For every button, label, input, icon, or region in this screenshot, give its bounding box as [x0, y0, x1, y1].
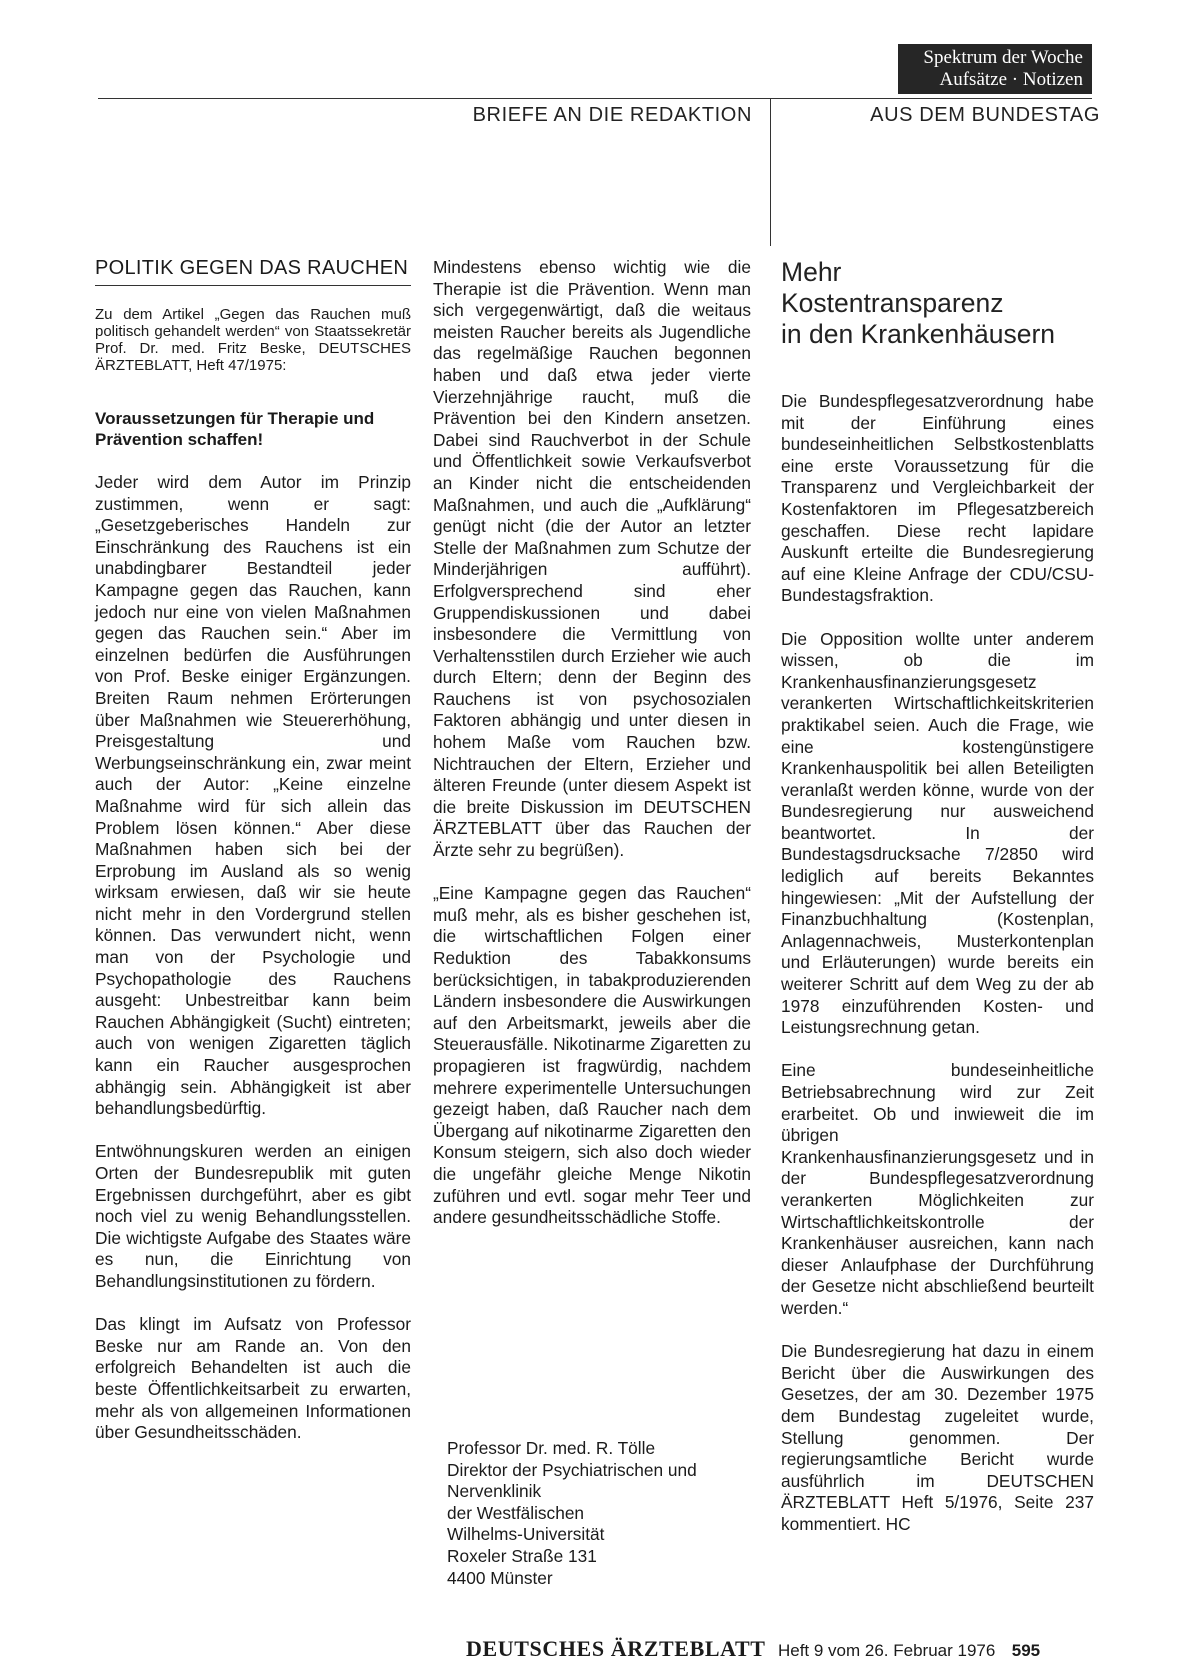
badge-line-2: Aufsätze · Notizen — [939, 69, 1083, 90]
headline-line: in den Krankenhäusern — [781, 319, 1056, 349]
letter-intro: Zu dem Artikel „Gegen das Rauchen muß politisch gehandelt werden“ von Staatssekretär Prof. Dr. med. Fritz Beske, DEUTSCHES ÄRZTEBLATT, Heft 47/1975: — [95, 306, 411, 374]
headline-line: Kostentransparenz — [781, 288, 1004, 318]
letter-paragraph: Entwöhnungskuren werden an einigen Orten der Bundesrepublik mit guten Ergebnissen durchgeführt, aber es gibt noch viel zu wenig Behandlungsstellen. Die wichtigste Aufgabe des Staates wäre es nun, die Einrichtung von Behandlungsinstitutionen zu fördern. — [95, 1141, 411, 1291]
letter-paragraph: Das klingt im Aufsatz von Professor Beske nur am Rande an. Von den erfolgreich Behandelten ist auch die beste Öffentlichkeitsarbeit zu erwarten, mehr als von allgemeinen Informationen über Gesundheitsschäden. — [95, 1314, 411, 1443]
letter-paragraph: Mindestens ebenso wichtig wie die Therapie ist die Prävention. Wenn man sich vergegenwärtigt, daß die weitaus meisten Raucher bereits als Jugendliche das regelmäßige Rauchen begonnen haben und daß etwa jeder vierte Vierzehnjährige raucht, muß die Prävention bei den Kindern ansetzen. Dabei sind Rauchverbot in der Schule und Öffentlichkeit sowie Verkaufsverbot an Kinder nicht die entscheidenden Maßnahmen, und auch die „Aufklärung“ genügt nicht (die der Autor an letzter Stelle der Maßnahmen zum Schutze der Minderjährigen aufführt). Erfolgversprechend sind eher Gruppendiskussionen und dabei insbesondere die Vermittlung von Verhaltensstilen durch Erzieher wie auch durch Eltern; denn der Beginn des Rauchens ist von psychosozialen Faktoren abhängig und unter diesen in hohem Maße vom Rauchen bzw. Nichtrauchen der Eltern, Erzieher und älteren Freunde (unter diesem Aspekt ist die breite Diskussion im DEUTSCHEN ÄRZTEBLATT über das Rauchen der Ärzte sehr zu begrüßen). — [433, 257, 751, 861]
signature-line: Professor Dr. med. R. Tölle — [447, 1438, 656, 1458]
signature-line: Direktor der Psychiatrischen und — [447, 1459, 697, 1480]
top-rule — [98, 98, 1092, 99]
footer-masthead: DEUTSCHES ÄRZTEBLATT — [466, 1636, 766, 1661]
signature-line: 4400 Münster — [447, 1567, 553, 1588]
column-divider — [770, 98, 771, 246]
headline-line: Mehr — [781, 257, 842, 287]
bundestag-paragraph: Eine bundeseinheitliche Betriebsabrechnung wird zur Zeit erarbeitet. Ob und inwieweit die im übrigen Krankenhausfinanzierungsgesetz und in der Bundespflegesatzverordnung verankerten Möglichkeiten zur Wirtschaftlichkeitskontrolle der Krankenhäuser ausreichen, kann nach dieser Anlaufphase der Durchführung der Gesetze nicht abschließend beurteilt werden.“ — [781, 1060, 1094, 1318]
signature-line: der Westfälischen — [447, 1502, 585, 1523]
page-footer — [466, 1636, 1040, 1662]
signature-line: Roxeler Straße 131 — [447, 1545, 597, 1566]
bundestag-paragraph: Die Bundespflegesatzverordnung habe mit der Einführung eines bundeseinheitlichen Selbstkostenblatts eine erste Voraussetzung für die Transparenz und Vergleichbarkeit der Kostenfaktoren im Pflegesatzbereich geschaffen. Diese recht lapidare Auskunft erteilte die Bundesregierung auf eine Kleine Anfrage der CDU/CSU-Bundestagsfraktion. — [781, 391, 1094, 606]
letter-paragraph: Jeder wird dem Autor im Prinzip zustimmen, wenn er sagt: „Gesetzgeberisches Handeln zur Einschränkung des Rauchens ist ein unabdingbarer Bestandteil jeder Kampagne gegen das Rauchen, kann jedoch nur eine von vielen Maßnahmen gegen das Rauchen sein.“ Aber im einzelnen bedürfen die Ausführungen von Prof. Beske einiger Ergänzungen. Breiten Raum nehmen Erörterungen über Maßnahmen wie Steuererhöhung, Preisgestaltung und Werbungseinschränkung ein, zwar meint auch der Autor: „Keine einzelne Maßnahme wird für sich allein das Problem lösen können.“ Aber diese Maßnahmen haben sich bei der Erprobung im Ausland als so wenig wirksam erwiesen, daß wir sie heute nicht mehr in den Vordergrund stellen können. Das verwundert nicht, wenn man von der Psychologie und Psychopathologie des Rauchens ausgeht: Unbestreitbar kann beim Rauchen Abhängigkeit (Sucht) eintreten; auch von wenigen Zigaretten täglich kann ein Raucher ausgesprochen abhängig sein. Abhängigkeit ist aber behandlungsbedürftig. — [95, 472, 411, 1119]
letter-column-1 — [95, 257, 411, 1444]
badge-line-1: Spektrum der Woche — [923, 47, 1083, 68]
bundestag-headline — [781, 257, 1094, 350]
letter-column-2 — [433, 257, 751, 1229]
bundestag-paragraph: Die Bundesregierung hat dazu in einem Bericht über die Auswirkungen des Gesetzes, der am 30. Dezember 1975 dem Bundestag zugeleitet wurde, Stellung genommen. Der regierungsamtliche Bericht wurde ausführlich im DEUTSCHEN ÄRZTEBLATT Heft 5/1976, Seite 237 kommentiert. HC — [781, 1341, 1094, 1534]
section-badge — [898, 44, 1092, 94]
section-heading-bundestag: AUS DEM BUNDESTAG — [870, 104, 1100, 126]
letter-title: POLITIK GEGEN DAS RAUCHEN — [95, 257, 411, 286]
section-heading-letters: BRIEFE AN DIE REDAKTION — [472, 104, 752, 126]
signature-line: Wilhelms-Universität — [447, 1524, 605, 1545]
letter-signature — [447, 1438, 767, 1589]
footer-issue: Heft 9 vom 26. Februar 1976 — [777, 1641, 996, 1660]
letter-paragraph: „Eine Kampagne gegen das Rauchen“ muß mehr, als es bisher geschehen ist, die wirtschaftlichen Folgen einer Reduktion des Tabakkonsums berücksichtigen, in tabakproduzierenden Ländern insbesondere die Auswirkungen auf den Arbeitsmarkt, jeweils aber die Steuerausfälle. Nikotinarme Zigaretten zu propagieren ist fragwürdig, nachdem mehrere experimentelle Untersuchungen gezeigt haben, daß Raucher nach dem Übergang auf nikotinarme Zigaretten den Konsum steigern, sich also doch wieder die ungefähr gleiche Menge Nikotin zuführen und evtl. sogar mehr Teer und andere gesundheitsschädliche Stoffe. — [433, 883, 751, 1228]
bundestag-paragraph: Die Opposition wollte unter anderem wissen, ob die im Krankenhausfinanzierungsgesetz verankerten Wirtschaftlichkeitskriterien praktikabel seien. Auch die Frage, wie eine kostengünstigere Krankenhauspolitik bei allen Beteiligten veranlaßt werden könne, wurde von der Bundesregierung nur ausweichend beantwortet. In der Bundestagsdrucksache 7/2850 wird lediglich auf bereits Bekanntes hingewiesen: „Mit der Aufstellung der Finanzbuchhaltung (Kostenplan, Anlagennachweis, Musterkontenplan und Erläuterungen) wurde bereits ein weiterer Schritt auf dem Weg zu der ab 1978 einzuführenden Kosten- und Leistungsrechnung getan. — [781, 628, 1094, 1038]
bundestag-column — [781, 257, 1094, 1535]
letter-subheading: Voraussetzungen für Therapie und Prävention schaffen! — [95, 409, 375, 449]
signature-line: Nervenklinik — [447, 1481, 542, 1502]
page-number: 595 — [1011, 1641, 1041, 1660]
